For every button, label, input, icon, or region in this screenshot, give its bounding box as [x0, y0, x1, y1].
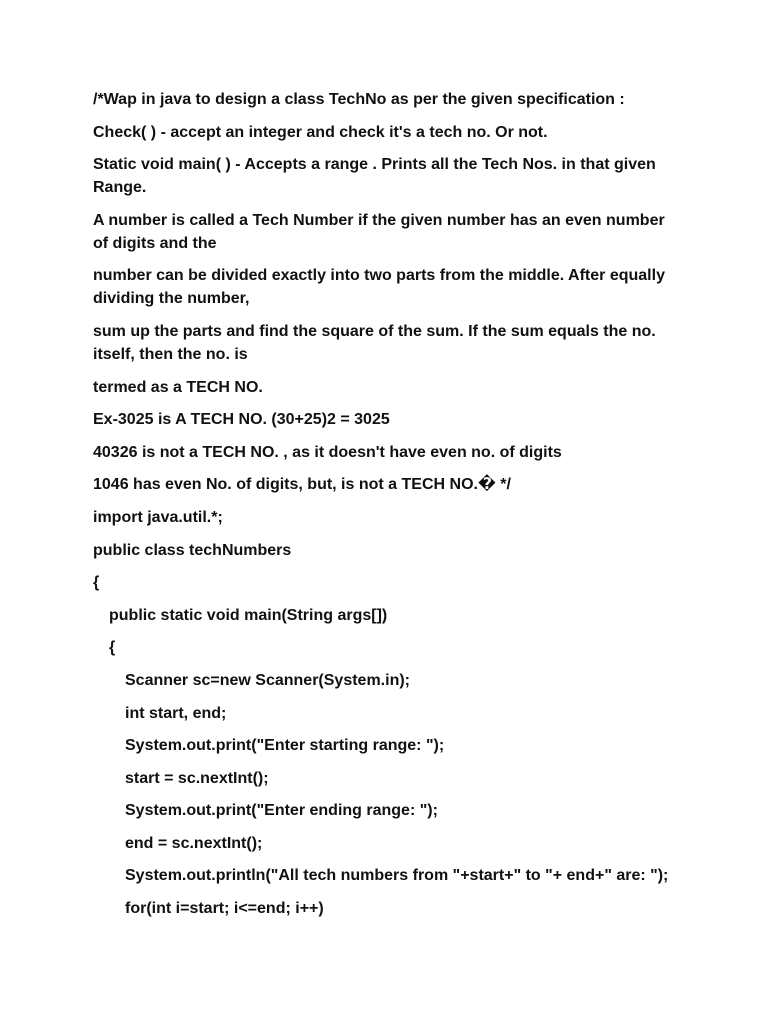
comment-line: sum up the parts and find the square of the sum. If the sum equals the no. itself, then the no. is	[93, 322, 661, 363]
code-line: start = sc.nextInt();	[125, 769, 269, 787]
code-line: {	[93, 574, 100, 592]
comment-line: number can be divided exactly into two parts from the middle. After equally dividing the number,	[93, 267, 670, 308]
comment-line: 40326 is not a TECH NO. , as it doesn't have even no. of digits	[93, 443, 562, 461]
code-line: System.out.println("All tech numbers from "+start+" to "+ end+" are: ");	[125, 867, 669, 885]
comment-line: Static void main( ) - Accepts a range . Prints all the Tech Nos. in that given Range.	[93, 156, 661, 197]
code-line: public static void main(String args[])	[109, 606, 388, 624]
comment-line: termed as a TECH NO.	[93, 378, 263, 396]
code-line: for(int i=start; i<=end; i++)	[125, 900, 324, 918]
code-line: {	[109, 639, 116, 657]
comment-line: Ex-3025 is A TECH NO. (30+25)2 = 3025	[93, 411, 390, 429]
comment-line: 1046 has even No. of digits, but, is not a TECH NO.� */	[93, 476, 511, 494]
code-line: end = sc.nextInt();	[125, 834, 263, 852]
comment-line: Check( ) - accept an integer and check it's a tech no. Or not.	[93, 123, 548, 141]
code-line: System.out.print("Enter ending range: ");	[125, 802, 438, 820]
code-line: int start, end;	[125, 704, 227, 722]
document-body	[93, 88, 678, 930]
comment-line: /*Wap in java to design a class TechNo as per the given specification :	[93, 91, 625, 108]
code-line: System.out.print("Enter starting range: ");	[125, 737, 445, 755]
code-line: import java.util.*;	[93, 508, 223, 526]
comment-line: A number is called a Tech Number if the given number has an even number of digits and the	[93, 211, 670, 252]
code-line: public class techNumbers	[93, 541, 292, 559]
code-line: Scanner sc=new Scanner(System.in);	[125, 671, 410, 689]
